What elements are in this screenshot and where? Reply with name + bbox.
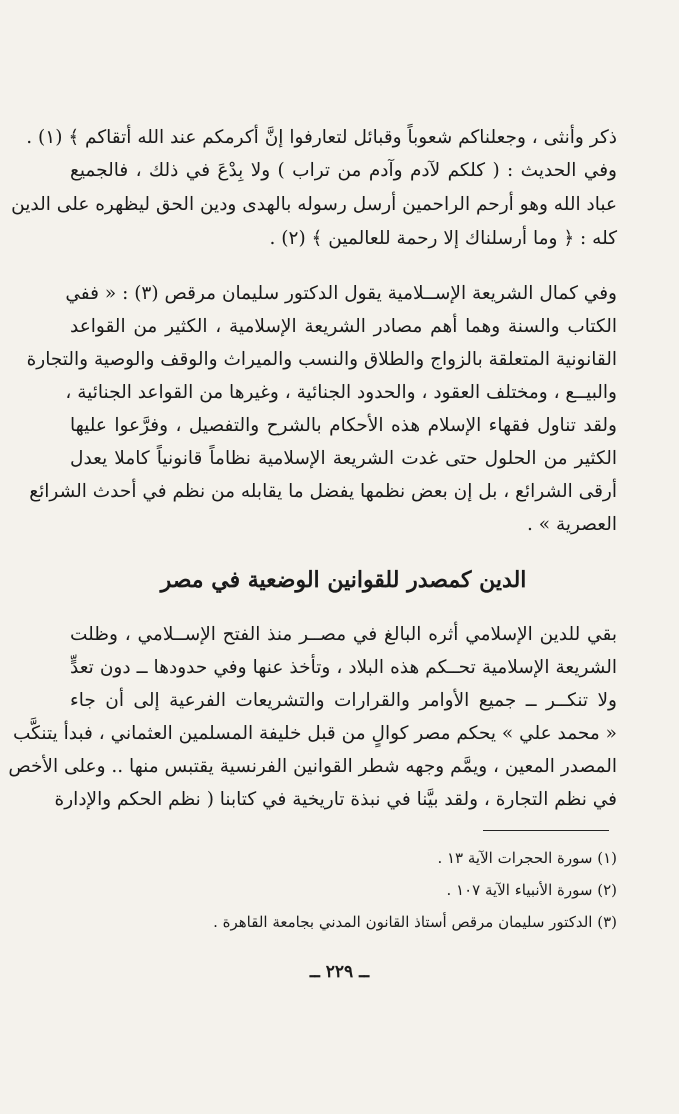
- text-line: الشريعة الإسلامية تحــكم هذه البلاد ، وتأخذ عنها وفي حدودها ــ دون تعدٍّ: [70, 657, 617, 678]
- text-line: المصدر المعين ، ويمَّم وجهه شطر القوانين الفرنسية يقتبس منها .. وعلى الأخص: [8, 756, 617, 777]
- text-line: وفي كمال الشريعة الإســلامية يقول الدكتور سليمان مرقص (٣) : « ففي: [65, 283, 617, 304]
- text-line: ذكر وأنثى ، وجعلناكم شعوباً وقبائل لتعارفوا إنَّ أكرمكم عند الله أتقاكم ﴾ (١) .: [26, 127, 617, 148]
- footnote-separator: [483, 830, 609, 831]
- text-line: أرقى الشرائع ، بل إن بعض نظمها يفضل ما يقابله من نظم في أحدث الشرائع: [29, 481, 617, 502]
- text-line: ولا تنكــر ــ جميع الأوامر والقرارات والتشريعات الفرعية إلى أن جاء: [70, 690, 617, 711]
- text-line: والبيــع ، ومختلف العقود ، والحدود الجنائية ، وغيرها من القواعد الجنائية ،: [65, 382, 617, 403]
- page-number: ــ ٢٢٩ ــ: [309, 962, 370, 982]
- footnote: (٢) سورة الأنبياء الآية ١٠٧ .: [446, 881, 617, 899]
- text-line: « محمد علي » يحكم مصر كوالٍ من قبل خليفة المسلمين العثماني ، فبدأ يتنكَّب: [13, 723, 617, 744]
- text-line: الكثير من الحلول حتى غدت الشريعة الإسلامية نظاماً قانونياً كاملا يعدل: [70, 448, 617, 469]
- text-line: في نظم التجارة ، ولقد بيَّنا في نبذة تاريخية في كتابنا ( نظم الحكم والإدارة: [54, 789, 617, 810]
- section-heading: الدين كمصدر للقوانين الوضعية في مصر: [160, 567, 527, 593]
- footnote: (١) سورة الحجرات الآية ١٣ .: [437, 849, 617, 867]
- text-line: الكتاب والسنة وهما أهم مصادر الشريعة الإسلامية ، الكثير من القواعد: [70, 316, 617, 337]
- text-line: وفي الحديث : ( كلكم لآدم وآدم من تراب ) ولا بِدْعَ في ذلك ، فالجميع: [70, 160, 617, 181]
- text-line: بقي للدين الإسلامي أثره البالغ في مصــر منذ الفتح الإســلامي ، وظلت: [70, 624, 617, 645]
- text-line: العصرية » .: [527, 514, 617, 535]
- text-line: عباد الله وهو أرحم الراحمين أرسل رسوله بالهدى ودين الحق ليظهره على الدين: [11, 194, 617, 215]
- text-line: كله : ﴿ وما أرسلناك إلا رحمة للعالمين ﴾ (٢) .: [269, 228, 617, 249]
- text-line: القانونية المتعلقة بالزواج والطلاق والنسب والميراث والوقف والوصية والتجارة: [26, 349, 617, 370]
- text-line: ولقد تناول فقهاء الإسلام هذه الأحكام بالشرح والتفصيل ، وفرَّعوا عليها: [70, 415, 617, 436]
- footnote: (٣) الدكتور سليمان مرقص أستاذ القانون المدني بجامعة القاهرة .: [213, 913, 617, 931]
